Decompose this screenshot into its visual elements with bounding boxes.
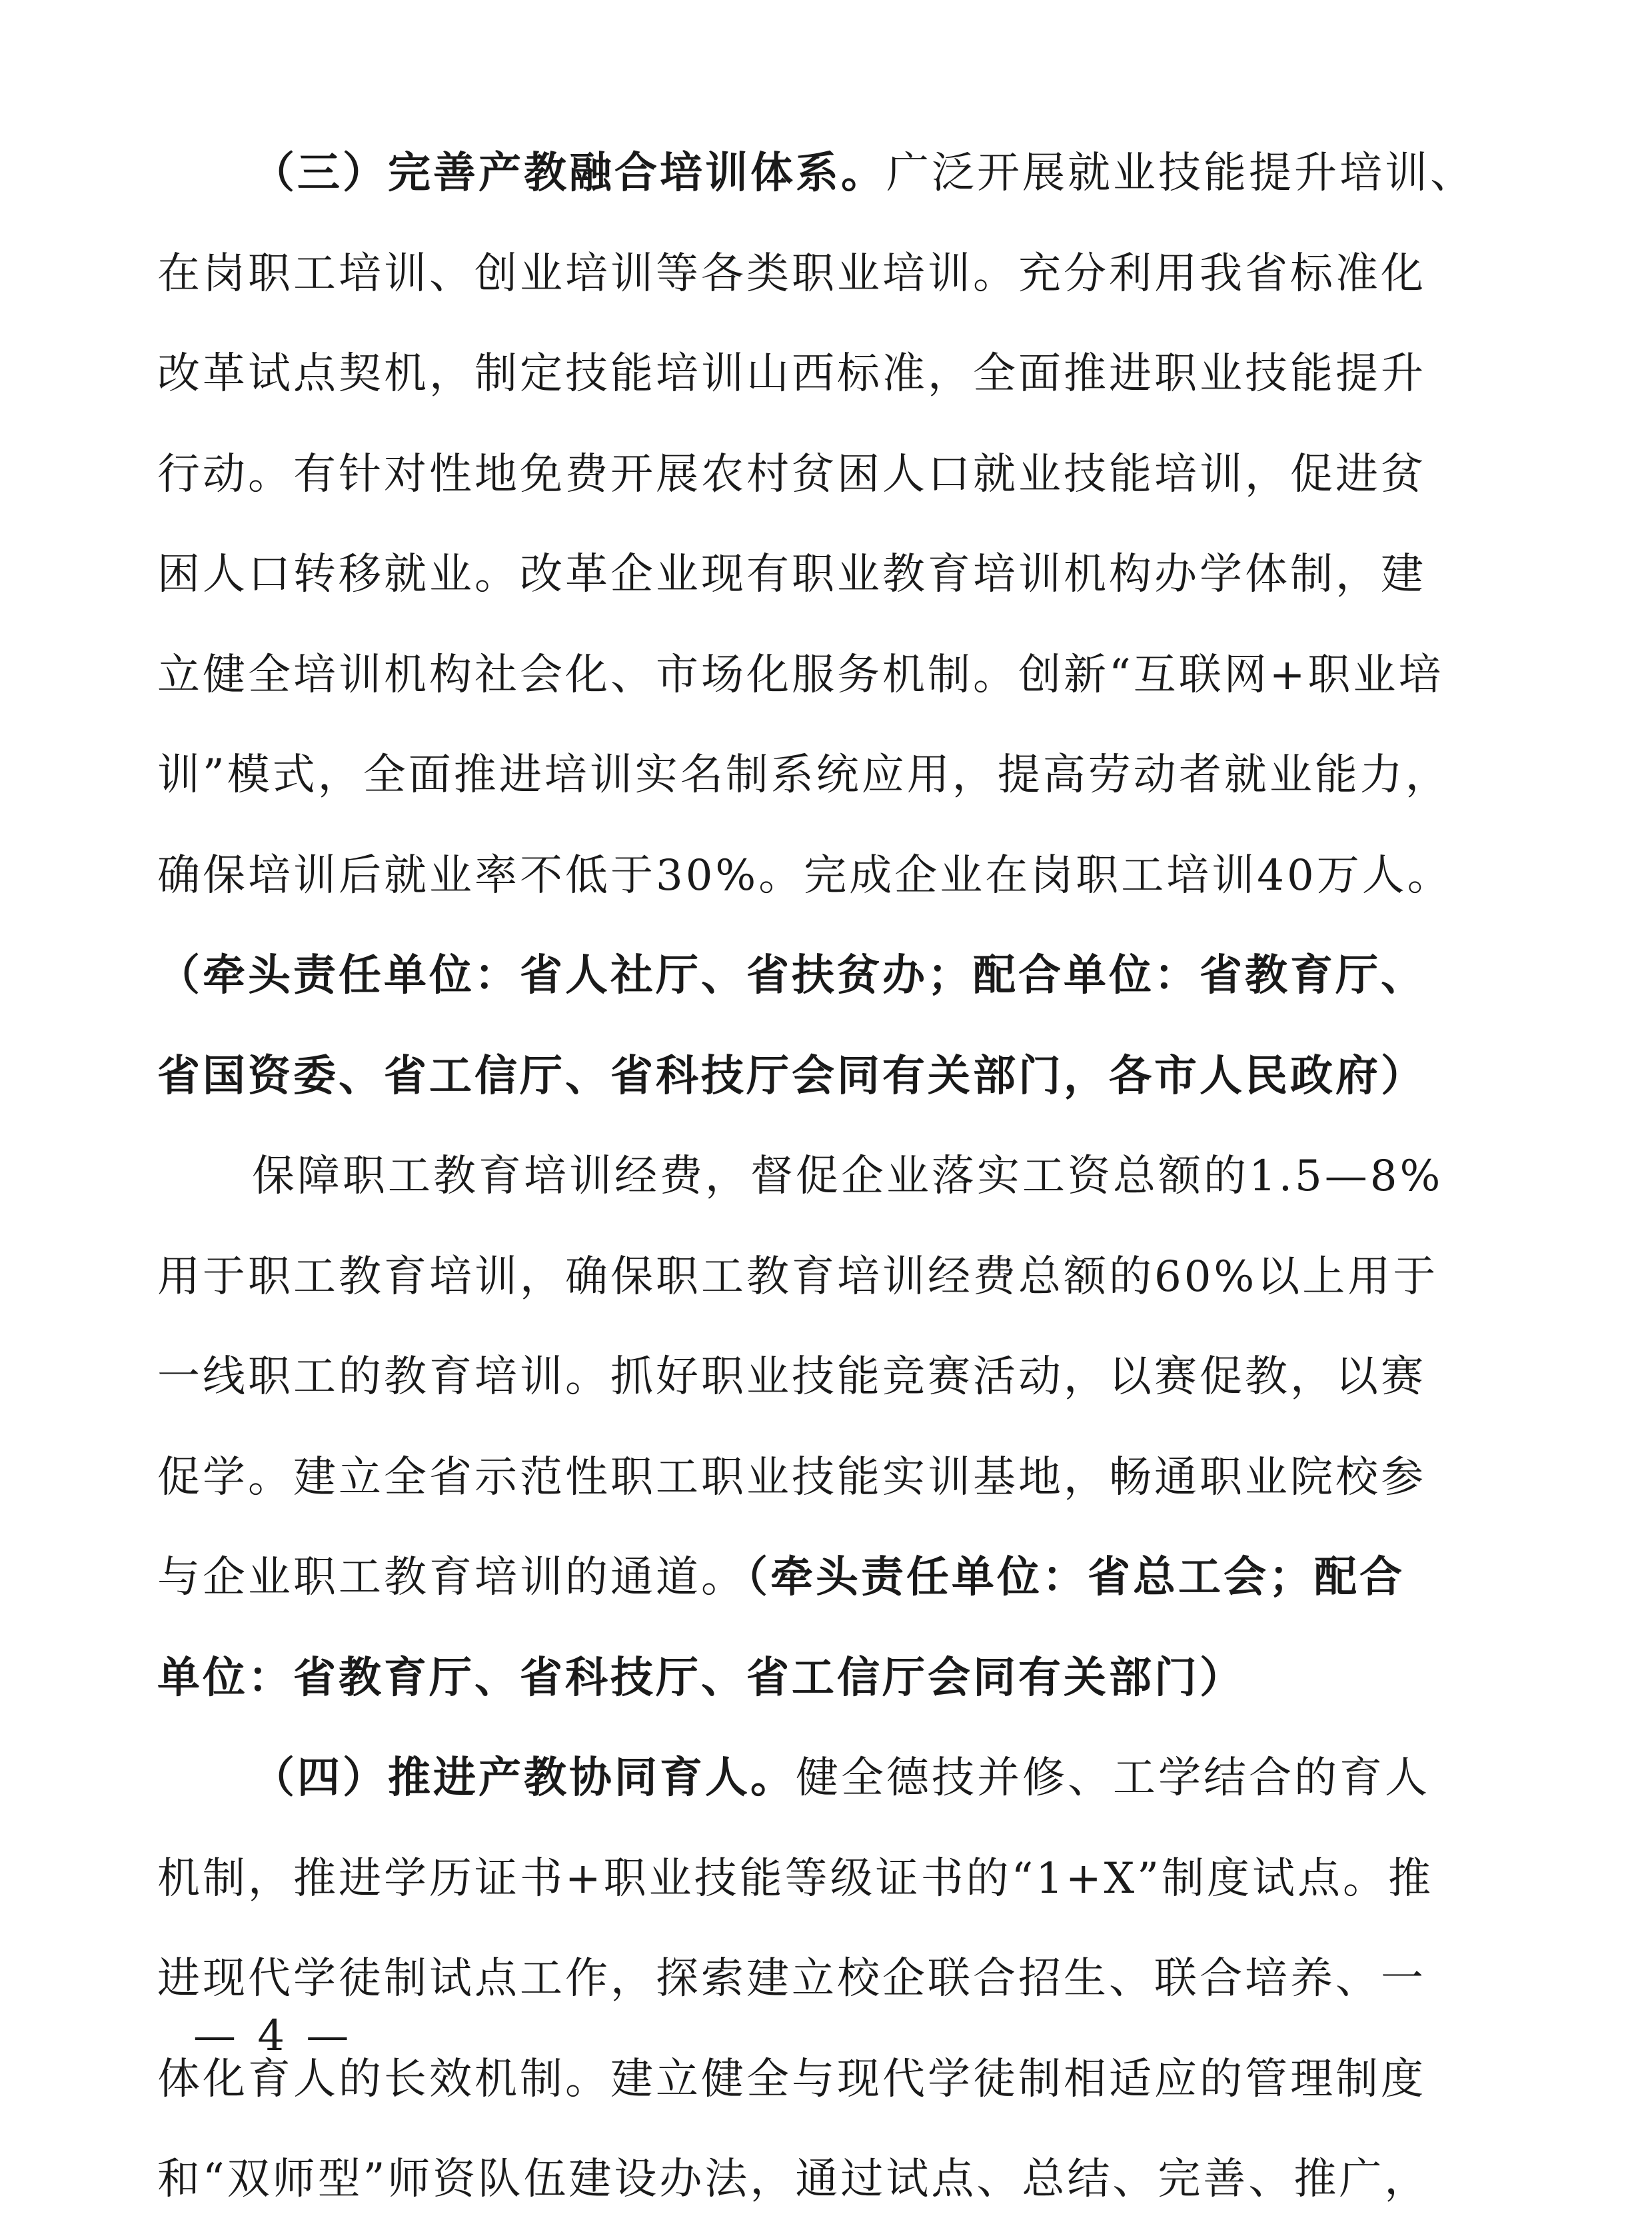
section-3-text: 广泛开展就业技能提升培训、 <box>886 149 1475 198</box>
section-4-heading: （四）推进产教协同育人。 <box>252 1753 796 1803</box>
section-3-first-line <box>157 123 1510 224</box>
text-line: 促学。建立全省示范性职工职业技能实训基地，畅通职业院校参 <box>157 1452 1426 1502</box>
text-line: 机制，推进学历证书+职业技能等级证书的“1+X”制度试点。推 <box>157 1853 1433 1903</box>
section-4-first-line <box>157 1728 1510 1829</box>
document-body <box>157 123 1510 2230</box>
responsibility-line: （牵头责任单位：省人社厅、省扶贫办；配合单位：省教育厅、 <box>157 951 1426 1000</box>
text-line: 用于职工教育培训，确保职工教育培训经费总额的60%以上用于 <box>157 1252 1439 1302</box>
text-line: 立健全培训机构社会化、市场化服务机制。创新“互联网+职业培 <box>157 650 1444 700</box>
responsibility-line: 省国资委、省工信厅、省科技厅会同有关部门，各市人民政府） <box>157 1051 1426 1101</box>
section-4-text: 健全德技并修、工学结合的育人 <box>796 1753 1430 1803</box>
text-line: 困人口转移就业。改革企业现有职业教育培训机构办学体制，建 <box>157 550 1426 599</box>
text-line: 行动。有针对性地免费开展农村贫困人口就业技能培训，促进贫 <box>157 449 1426 499</box>
text-line: 和“双师型”师资队伍建设办法，通过试点、总结、完善、推广， <box>157 2155 1430 2204</box>
text-line: 训”模式，全面推进培训实名制系统应用，提高劳动者就业能力， <box>157 750 1451 800</box>
text-line: 改革试点契机，制定技能培训山西标准，全面推进职业技能提升 <box>157 349 1426 399</box>
mixed-line <box>157 1528 1510 1628</box>
page-number: — 4 — <box>193 2011 353 2061</box>
text-line: 体化育人的长效机制。建立健全与现代学徒制相适应的管理制度 <box>157 2054 1426 2104</box>
responsibility-segment: （牵头责任单位：省总工会；配合 <box>746 1553 1405 1602</box>
text-line: 在岗职工培训、创业培训等各类职业培训。充分利用我省标准化 <box>157 249 1426 299</box>
text-line: 保障职工教育培训经费，督促企业落实工资总额的1.5—8% <box>252 1152 1443 1201</box>
text-line: 进现代学徒制试点工作，探索建立校企联合招生、联合培养、一 <box>157 1954 1426 2003</box>
responsibility-line: 单位：省教育厅、省科技厅、省工信厅会同有关部门） <box>157 1653 1245 1703</box>
text-line: 一线职工的教育培训。抓好职业技能竞赛活动，以赛促教，以赛 <box>157 1352 1426 1402</box>
text-line: 确保培训后就业率不低于30%。完成企业在岗职工培训40万人。 <box>157 850 1453 900</box>
section-3-heading: （三）完善产教融合培训体系。 <box>252 149 886 198</box>
text-segment: 与企业职工教育培训的通道。 <box>157 1553 746 1602</box>
